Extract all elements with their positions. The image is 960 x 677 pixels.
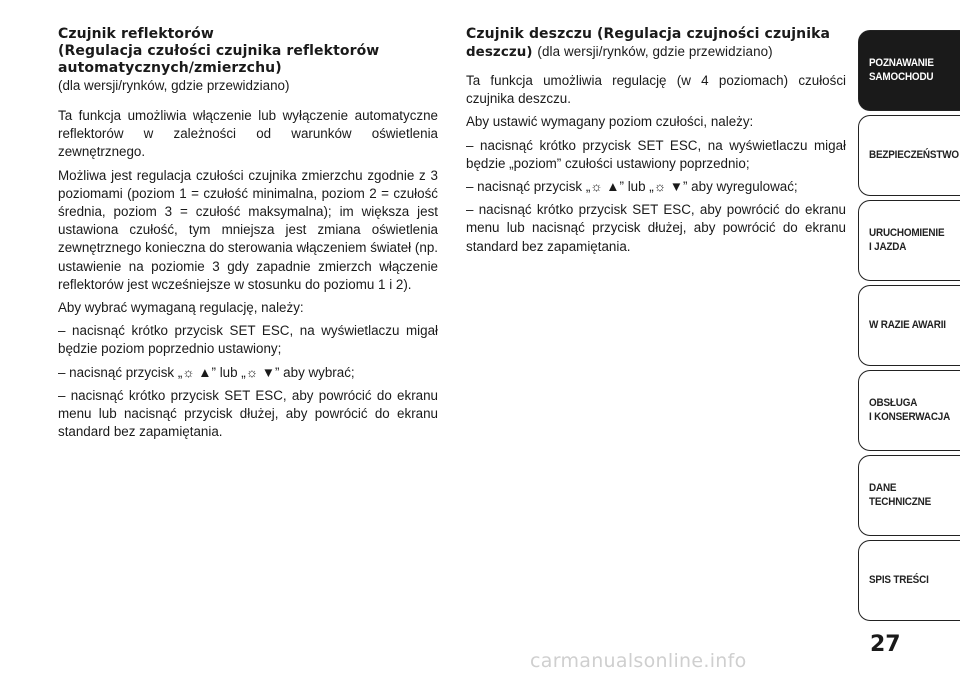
left-paragraph-4: – nacisnąć krótko przycisk SET ESC, na wyświetlaczu migał będzie poziom poprzednio ustawiony; bbox=[58, 323, 438, 357]
tab-label: BEZPIECZEŃSTWO bbox=[869, 148, 959, 161]
watermark: carmanualsonline.info bbox=[530, 650, 747, 672]
tab-w-razie-awarii[interactable] bbox=[858, 285, 960, 366]
left-paragraph-2: Możliwa jest regulacja czułości czujnika zmierzchu zgodnie z 3 poziomami (poziom 1 = czułość minimalna, poziom 2 = czułość średnia, poziom 3 = czułość maksymalna); im większa jest ustawiona czułość, tym mniejsza jest zmiana oświetlenia zewnętrznego konieczna do sterowania włączeniem świateł (np. ustawienie na poziomie 3 gdy zapadnie zmierzch włączenie reflektorów jest wcześniejsze w stosunku do poziomu 1 i 2). bbox=[58, 167, 438, 292]
tab-label: DANE TECHNICZNE bbox=[869, 482, 932, 508]
tab-dane-techniczne[interactable] bbox=[858, 455, 960, 536]
left-paragraph-6: – nacisnąć krótko przycisk SET ESC, aby powrócić do ekranu menu lub nacisnąć przycisk dłużej, aby powrócić do ekranu standard bez zapamiętania. bbox=[58, 387, 438, 440]
tab-bezpieczenstwo[interactable] bbox=[858, 115, 960, 196]
right-paragraph-2: Aby ustawić wymagany poziom czułości, należy: bbox=[466, 114, 754, 130]
left-heading-line2: (Regulacja czułości czujnika reflektorów bbox=[58, 43, 380, 59]
tab-obsluga-i-konserwacja[interactable] bbox=[858, 370, 960, 451]
tab-label: POZNAWANIE SAMOCHODU bbox=[869, 57, 934, 83]
left-subtitle: (dla wersji/rynków, gdzie przewidziano) bbox=[58, 78, 290, 93]
left-heading-line1: Czujnik reflektorów bbox=[58, 26, 214, 42]
right-heading-line1: Czujnik deszczu (Regulacja czujności czujnika bbox=[466, 26, 831, 42]
chapter-tabs bbox=[858, 30, 960, 625]
tab-label: W RAZIE AWARII bbox=[869, 318, 946, 331]
tab-spis-tresci[interactable] bbox=[858, 540, 960, 621]
right-subtitle: (dla wersji/rynków, gdzie przewidziano) bbox=[537, 44, 773, 59]
left-paragraph-3: Aby wybrać wymaganą regulację, należy: bbox=[58, 300, 304, 316]
tab-label: OBSŁUGA I KONSERWACJA bbox=[869, 397, 951, 423]
right-paragraph-4: – nacisnąć przycisk „☼ ▲” lub „☼ ▼” aby wyregulować; bbox=[466, 179, 798, 195]
left-heading-line3: automatycznych/zmierzchu) bbox=[58, 60, 282, 76]
page-number: 27 bbox=[870, 632, 901, 657]
right-paragraph-5: – nacisnąć krótko przycisk SET ESC, aby powrócić do ekranu menu lub nacisnąć przycisk dłużej, aby powrócić do ekranu standard bez zapamiętania. bbox=[466, 202, 846, 254]
right-heading-line2: deszczu) bbox=[466, 45, 533, 60]
left-paragraph-5: – nacisnąć przycisk „☼ ▲” lub „☼ ▼” aby wybrać; bbox=[58, 364, 355, 380]
right-heading-line2-wrap bbox=[466, 43, 846, 62]
right-paragraph-3: – nacisnąć krótko przycisk SET ESC, na wyświetlaczu migał będzie „poziom” czułości ustawiony poprzednio; bbox=[466, 137, 846, 171]
right-column bbox=[466, 26, 846, 261]
tab-uruchomienie-i-jazda[interactable] bbox=[858, 200, 960, 281]
right-paragraph-1: Ta funkcja umożliwia regulację (w 4 poziomach) czułości czujnika deszczu. bbox=[466, 73, 846, 107]
left-column bbox=[58, 26, 438, 446]
tab-label: URUCHOMIENIE I JAZDA bbox=[869, 227, 945, 253]
tab-poznawanie-samochodu[interactable] bbox=[858, 30, 960, 111]
left-paragraph-1: Ta funkcja umożliwia włączenie lub wyłączenie automatyczne reflektorów w zależności od warunków oświetlenia zewnętrznego. bbox=[58, 108, 438, 160]
tab-label: SPIS TREŚCI bbox=[869, 573, 929, 586]
